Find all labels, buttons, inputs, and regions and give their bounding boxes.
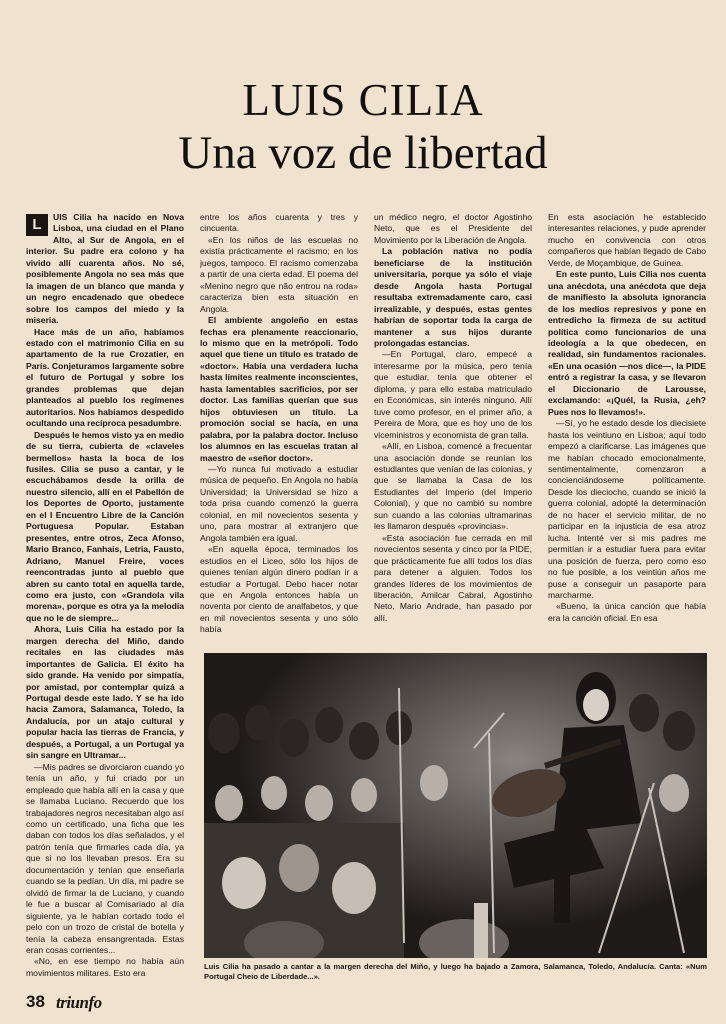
text-column-4	[548, 212, 706, 642]
page-number: 38	[26, 992, 45, 1011]
concert-photo-illustration	[204, 653, 707, 958]
concert-photo	[204, 653, 707, 958]
article-subtitle: Una voz de libertad	[178, 127, 548, 179]
paragraph: La población nativa no podía beneficiarse de la institución universitaria, porque ya sólo el viaje desde Angola hasta Portugal resultaba extremadamente caro, casi irrealizable, y después, estas gentes habrían de soportar toda la carga de mantener a sus hijos durante prolongadas estancias.	[374, 246, 532, 348]
paragraph: «Allí, en Lisboa, comencé a frecuentar una asociación donde se reunían los estudiantes que venían de las colonias, y que se llamaba la Casa de los Estudiantes del Imperio (del Imperio Colonial), y que no cambió su nombre sun cuando a las colonias ultramarinas les llamaron después «provincias».	[374, 441, 532, 532]
text-column-1	[26, 212, 184, 998]
paragraph: —Sí, yo he estado desde los diecisiete hasta los veintiuno en Lisboa; aquí todo empezó a clarificarse. Las imágenes que me habían chocado emocionalmente, sentimentalmente, comenzaron a concienciándoseme políticamente. Desde los dieciocho, cuando se inició la guerra colonial, adopté la determinación de no hacer el servicio militar, de no participar en la injusticia de esa atroz lucha. Intenté ver si mis padres me permitían ir a estudiar fuera para evitar una posición de fuerza, pero como eso no fue posible, a los veintiún años me puse a conseguir un pasaporte para marcharme.	[548, 418, 706, 600]
paragraph: —En Portugal, claro, empecé a interesarme por la música, pero tenía que estudiar, tenía que obtener el diploma, y para ello estaba matriculado en Económicas, sin interés ninguno. Allí tuve como profesor, en el primer año, a Pereira de Mora, que es hoy uno de los viceministros y economista de gran talla.	[374, 349, 532, 440]
article-title: LUIS CILIA	[242, 75, 484, 125]
paragraph: un médico negro, el doctor Agostinho Neto, que es el Presidente del Movimiento por la Liberación de Angola.	[374, 212, 532, 245]
paragraph: Hace más de un año, habíamos estado con el matrimonio Cilia en su apartamento de la rue Crozatier, en París. Conjeturamos largamente sobre el futuro de Portugal y sobre los grandes problemas que dejan planteados al pueblo los regímenes autoritarios. Nos habíamos despedido ocultando una recíproca pesadumbre.	[26, 326, 184, 429]
paragraph: «Bueno, la única canción que había era la canción oficial. En esa	[548, 601, 706, 623]
paragraph: —Mis padres se divorciaron cuando yo tenía un año, y fui criado por un empleado que había allí en la casa y que se llamaba Luciano. Recuerdo que los trabajadores negros necesitaban algo así como un certificado, una ficha que les daban con todos los días señalados, y el patrón tenía que firmarles cada día, ya que si no los llevaban presos. Era su documentación y tenían que enseñarla cuando se la pedían. Un día, mi padre se olvidó de firmar la de Luciano, y cuando le fue a buscar al Comisariado al día siguiente, ya le habían cortado todo el pelo con un trozo de cristal de botella y tenía la cabeza ensangrentada. Estas eran cosas corrientes...	[26, 761, 184, 955]
paragraph: «En los niños de las escuelas no existía prácticamente el racismo; en los juegos, tampoco. El racismo comenzaba a partir de una cierta edad. El poema del «Menino negro que não entrou na roda» caracteriza bien esta situación en Angola.	[200, 234, 358, 314]
drop-cap: L	[26, 214, 48, 236]
magazine-logo: triunfo	[56, 993, 102, 1012]
paragraph: —Yo nunca fui motivado a estudiar música de pequeño. En Angola no había Universidad; la Universidad se hizo a toda prisa cuando comenzó la guerra colonial, en mil novecientos sesenta y uno, para mostrar al extranjero que Angola también era igual.	[200, 463, 358, 543]
paragraph: En este punto, Luis Cilia nos cuenta una anécdota, una anécdota que deja de manifiesto la absoluta ignorancia de los medios represivos y pone en entredicho la firmeza de su actitud política como funcionarios de una ideología a la que obedecen, en realidad, sin fundamentos racionales. «En una ocasión —nos dice—, la PIDE entró a registrar la casa, y se llevaron el Diccionario de Larousse, exclamando: «¡Quél, la Rusia, ¿eh? Pues nos lo llevamos!».	[548, 269, 706, 417]
paragraph: «No, en ese tiempo no había aún movimientos militares. Esto era	[26, 956, 184, 978]
paragraph: El ambiente angoleño en estas fechas era plenamente reaccionario, lo mismo que en la metrópoli. Todo aquel que tiene un título es tratado de «doctor». Había una verdadera lucha hasta límites realmente inconscientes, hasta lamentables sacrificios, por ser doctor. Las familias querían que sus hijos obtuviesen un título. La promoción social se hacía, en una palabra, por la palabra doctor. Incluso los alumnos en las escuelas tratan al maestro de «señor doctor».	[200, 315, 358, 463]
lead-paragraph	[26, 212, 184, 327]
text-column-3	[374, 212, 532, 642]
paragraph: «En aquella época, terminados los estudios en el Liceo, sólo los hijos de quienes tenían algún dinero podían ir a estudiar a Portugal. Debo hacer notar que en Angola entonces había un noventa por ciento de analfabetos, y que en mil novecientos sesenta y uno sólo había	[200, 544, 358, 635]
paragraph: En esta asociación he establecido interesantes relaciones, y pude aprender mucho en convivencia con otros compañeros que habían llegado de Cabo Verde, de Moçambique, de Guinea.	[548, 212, 706, 268]
text-column-2	[200, 212, 358, 642]
photo-caption: Luis Cilia ha pasado a cantar a la margen derecha del Miño, y luego ha bajado a Zamora, Salamanca, Toledo, Andalucía. Canta: «Num Portugal Cheio de Liberdade...».	[204, 962, 707, 981]
paragraph: «Esta asociación fue cerrada en mil novecientos sesenta y cinco por la PIDE, que prácticamente fue allí todos los días para detener a alguien. Todos los grandes líderes de los movimientos de liberación, Amilcar Cabral, Agostinho Neto, Mario Andrade, han pasado por allí.	[374, 532, 532, 623]
paragraph: Después le hemos visto ya en medio de su tierra, cubierta de «claveles bermellos» hasta la boca de los fusiles. Cilia se puso a cantar, y le escuchábamos desde la orilla de nuestro silencio, allí en el Pabellón de los Deportes de Oporto, justamente en el I Encuentro Libre de la Canción Portuguesa Popular. Estaban presentes, entre otros, Zeca Afonso, Mario Branco, Fanhais, Letria, Fausto, Adriano, Manuel Freire, voces reencontradas junto al pueblo que abren su canto total en aquella tarde, como era justo, con «Grandola vila morena», porque es otra ya la melodía que no le de siempre...	[26, 429, 184, 623]
paragraph: entre los años cuarenta y tres y cincuenta.	[200, 212, 358, 234]
lead-text: UIS Cilia ha nacido en Nova Lisboa, una ciudad en el Plano Alto, al Sur de Angola, en el interior. Su padre era colono y ha vivido allí cuarenta años. No sé, posiblemente Angola no sea más que la imagen de un blanco que manda y un negro encadenado que obedece sobre los campos del miedo y la miseria.	[26, 212, 184, 326]
paragraph: Ahora, Luis Cilia ha estado por la margen derecha del Miño, dando recitales en las ciudades más importantes de Galicia. El éxito ha sido grande. Ha venido por simpatía, por amistad, por contemplar quizá a Portugal desde este lado. Y se ha ido hacia Zamora, Salamanca, Toledo, la Andalucía, por un atajo cultural y popular hacia las tierras de Francia, y después, a Portugal, a un Portugal ya sin sangre en Ultramar...	[26, 624, 184, 761]
